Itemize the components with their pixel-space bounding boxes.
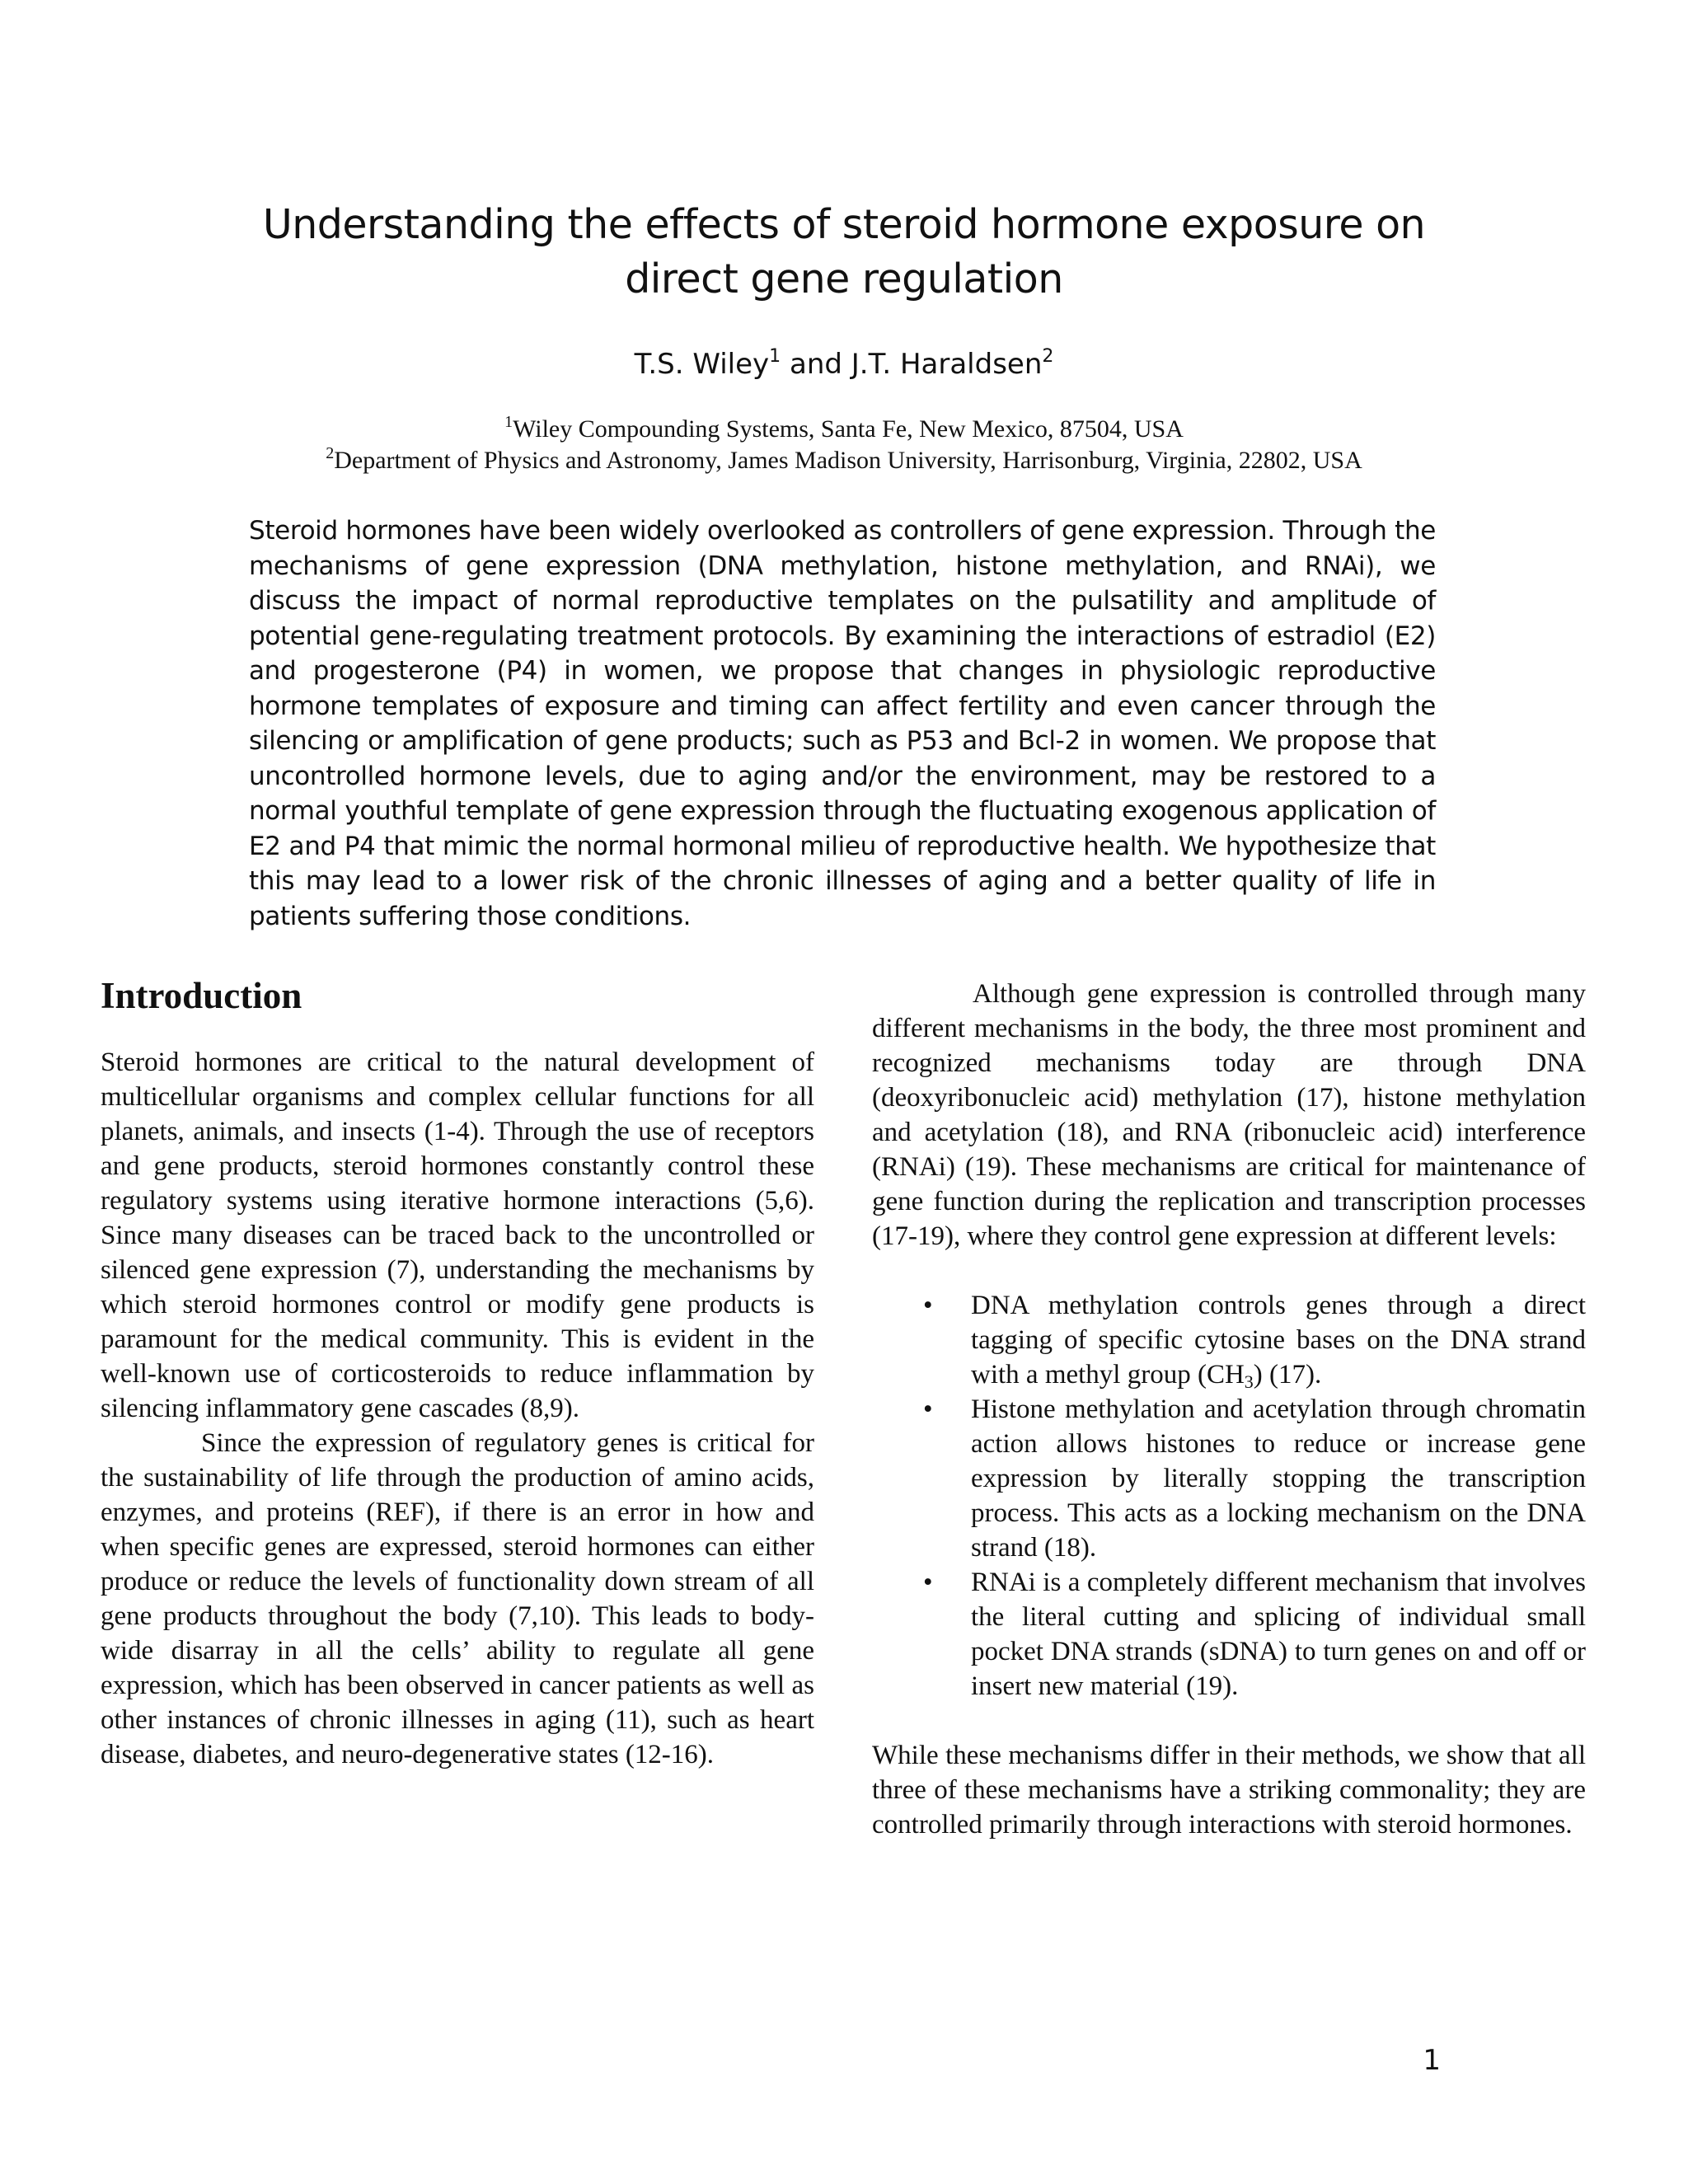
- title-line-1: Understanding the effects of steroid hormone exposure on: [262, 201, 1426, 248]
- abstract: Steroid hormones have been widely overlooked as controllers of gene expression. Through the mechanisms of gene expression (DNA methylation, histone methylation, and RNAi), we discuss the impact of normal reproductive templates on the pulsatility and amplitude of potential gene-regulating treatment protocols. By examining the interactions of estradiol (E2) and progesterone (P4) in women, we propose that changes in physiologic reproductive hormone templates of exposure and timing can affect fertility and even cancer through the silencing or amplification of gene products; such as P53 and Bcl-2 in women. We propose that uncontrolled hormone levels, due to aging and/or the environment, may be restored to a normal youthful template of gene expression through the fluctuating exogenous application of E2 and P4 that mimic the normal hormonal milieu of reproductive health. We hypothesize that this may lead to a lower risk of the chronic illnesses of aging and a better quality of life in patients suffering those conditions.: [249, 516, 1436, 931]
- affiliation-1-mark: 1: [504, 413, 513, 431]
- title-line-2: direct gene regulation: [625, 255, 1063, 302]
- bullet-icon: •: [923, 1291, 933, 1320]
- page-number: 1: [1423, 2044, 1441, 2077]
- affiliations: [0, 414, 1688, 476]
- left-column: [101, 972, 814, 1772]
- list-item-histone-methylation: [872, 1392, 1586, 1565]
- right-column: [872, 977, 1586, 1842]
- mechanisms-paragraph: Although gene expression is controlled through many different mechanisms in the body, the three most prominent and recognized mechanisms today are through DNA (deoxyribonucleic acid) methylation (17), histone methylation and acetylation (18), and RNA (ribonucleic acid) interference (RNAi) (19). These mechanisms are critical for maintenance of gene function during the replication and transcription processes (17-19), where they control gene expression at different levels:: [872, 979, 1586, 1251]
- mechanism-list: [872, 1288, 1586, 1704]
- intro-paragraph-1: Steroid hormones are critical to the natural development of multicellular organisms and complex cellular functions for all planets, animals, and insects (1-4). Through the use of receptors and gene products, steroid hormones constantly control these regulatory systems using iterative hormone interactions (5,6). Since many diseases can be traced back to the uncontrolled or silenced gene expression (7), understanding the mechanisms by which steroid hormones control or modify gene products is paramount for the medical community. This is evident in the well-known use of corticosteroids to reduce inflammation by silencing inflammatory gene cascades (8,9).: [101, 1047, 814, 1423]
- bullet-icon: •: [923, 1394, 933, 1424]
- author-1: T.S. Wiley: [634, 348, 770, 381]
- commonality-paragraph: While these mechanisms differ in their methods, we show that all three of these mechanisms have a striking commonality; they are controlled primarily through interactions with steroid hormones.: [872, 1741, 1586, 1840]
- subscript: 3: [1244, 1371, 1254, 1392]
- list-item-dna-methylation: [872, 1288, 1586, 1392]
- list-item-rnai: [872, 1565, 1586, 1704]
- bullet-icon: •: [923, 1568, 933, 1597]
- affiliation-1: [0, 414, 1688, 445]
- list-item-text: DNA methylation controls genes through a direct tagging of specific cytosine bases on the DNA strand with a methyl group (CH: [971, 1291, 1586, 1390]
- affiliation-1-text: Wiley Compounding Systems, Santa Fe, New Mexico, 87504, USA: [513, 415, 1184, 443]
- section-heading-introduction: Introduction: [101, 975, 302, 1016]
- affiliation-2-text: Department of Physics and Astronomy, James Madison University, Harrisonburg, Virginia, 22802, USA: [334, 447, 1362, 474]
- list-item-text: RNAi is a completely different mechanism that involves the literal cutting and splicing of individual small pocket DNA strands (sDNA) to turn genes on and off or insert new material (19).: [971, 1568, 1586, 1701]
- author-line: [0, 346, 1688, 382]
- author-conjunction: and: [781, 348, 851, 381]
- author-2: J.T. Haraldsen: [851, 348, 1043, 381]
- author-1-affiliation-mark: 1: [769, 346, 781, 367]
- list-item-text: Histone methylation and acetylation through chromatin action allows histones to reduce or increase gene expression by literally stopping the transcription process. This acts as a locking mechanism on the DNA strand (18).: [971, 1394, 1586, 1563]
- affiliation-2: [0, 445, 1688, 476]
- intro-paragraph-2: Since the expression of regulatory genes is critical for the sustainability of life through the production of amino acids, enzymes, and proteins (REF), if there is an error in how and when specific genes are expressed, steroid hormones can either produce or reduce the levels of functionality down stream of all gene products throughout the body (7,10). This leads to body-wide disarray in all the cells’ ability to regulate all gene expression, which has been observed in cancer patients as well as other instances of chronic illnesses in aging (11), such as heart disease, diabetes, and neuro-degenerative states (12-16).: [101, 1428, 814, 1769]
- paper-title: [0, 198, 1688, 307]
- list-item-text-end: ) (17).: [1253, 1360, 1322, 1390]
- affiliation-2-mark: 2: [326, 444, 335, 462]
- author-2-affiliation-mark: 2: [1042, 346, 1054, 367]
